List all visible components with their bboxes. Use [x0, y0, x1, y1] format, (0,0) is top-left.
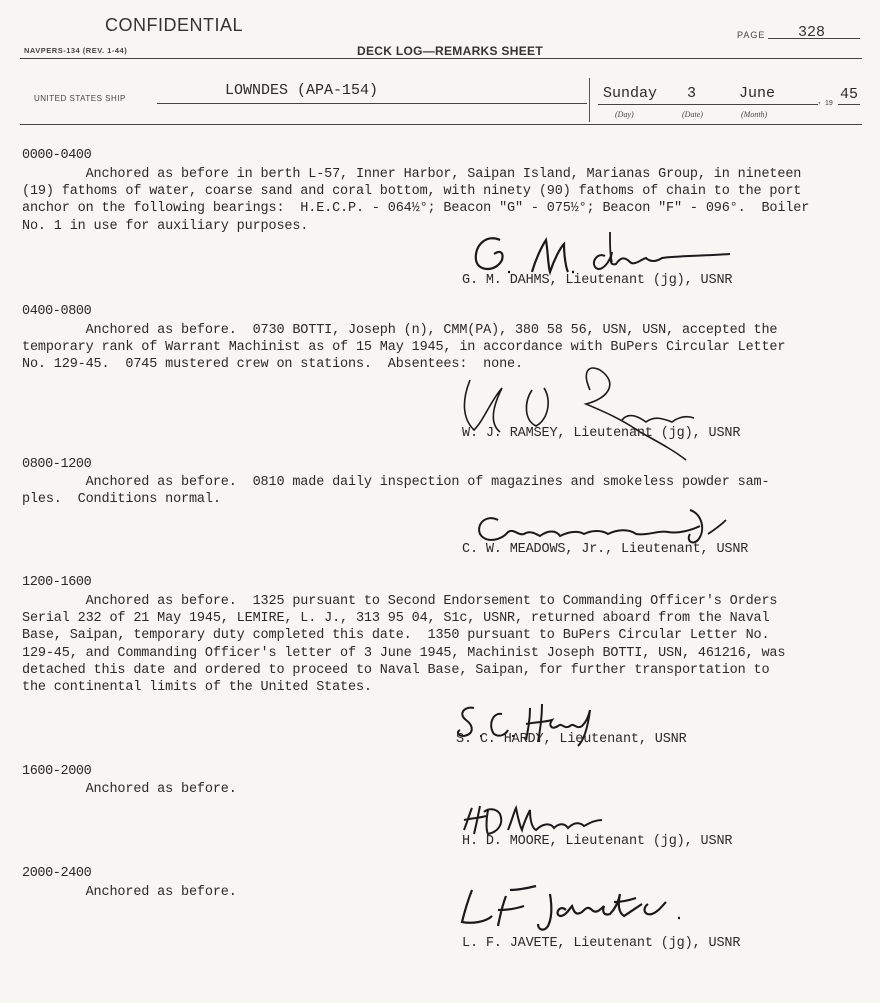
header-divider-top	[20, 58, 862, 59]
watch-time: 0800-1200	[22, 457, 92, 472]
remarks-line: Anchored as before. 0730 BOTTI, Joseph (n), CMM(PA), 380 58 56, USN, USN, accepted the	[22, 323, 778, 338]
watch-remarks	[22, 781, 857, 798]
header-divider-bottom	[20, 124, 862, 125]
remarks-line: (19) fathoms of water, coarse sand and coral bottom, with ninety (90) fathoms of chain to the port	[22, 184, 802, 200]
ship-label: UNITED STATES SHIP	[34, 94, 126, 103]
watch-time: 0400-0800	[22, 304, 92, 319]
remarks-line: Serial 232 of 21 May 1945, LEMIRE, L. J., 313 95 04, S1c, USNR, returned aboard from the Naval	[22, 611, 770, 627]
remarks-line: Anchored as before. 0810 made daily inspection of magazines and smokeless powder sam-	[22, 475, 770, 490]
ship-name-line	[157, 103, 587, 104]
month-caption: (Month)	[741, 110, 768, 119]
form-number: NAVPERS-134 (REV. 1-44)	[24, 46, 128, 55]
remarks-line: 129-45, and Commanding Officer's letter of 3 June 1945, Machinist Joseph BOTTI, USN, 461216, was	[22, 645, 786, 661]
watch-time: 2000-2400	[22, 866, 92, 881]
remarks-line: anchor on the following bearings: H.E.C.P. - 064½°; Beacon "G" - 075½°; Beacon "F" - 096°. Boiler	[22, 201, 810, 217]
year-comma: ,	[818, 95, 821, 105]
signature-name: W. J. RAMSEY, Lieutenant (jg), USNR	[462, 426, 741, 441]
signature-name: G. M. DAHMS, Lieutenant (jg), USNR	[462, 273, 733, 288]
watch-remarks	[22, 593, 857, 696]
signature-name: S. C. HARDY, Lieutenant, USNR	[456, 732, 687, 747]
log-year: 45	[840, 86, 859, 103]
ship-name: LOWNDES (APA-154)	[225, 82, 379, 99]
remarks-line: Anchored as before.	[22, 782, 237, 797]
handwritten-signature	[440, 360, 700, 465]
form-title: DECK LOG—REMARKS SHEET	[357, 44, 543, 58]
classification-marking: CONFIDENTIAL	[105, 15, 244, 35]
remarks-line: Anchored as before. 1325 pursuant to Second Endorsement to Commanding Officer's Orders	[22, 594, 778, 609]
remarks-line: Base, Saipan, temporary duty completed this date. 1350 pursuant to BuPers Circular Letter No.	[22, 628, 770, 644]
remarks-line: the continental limits of the United States.	[22, 680, 372, 696]
watch-remarks	[22, 884, 857, 901]
log-date: 3	[687, 85, 697, 102]
signature-name: H. D. MOORE, Lieutenant (jg), USNR	[462, 834, 733, 849]
remarks-line: Anchored as before in berth L-57, Inner Harbor, Saipan Island, Marianas Group, in nineteen	[22, 167, 802, 182]
header-separator	[589, 78, 590, 122]
watch-time: 0000-0400	[22, 148, 92, 163]
signature-name: L. F. JAVETE, Lieutenant (jg), USNR	[462, 936, 741, 951]
remarks-line: Anchored as before.	[22, 885, 237, 900]
log-day: Sunday	[603, 85, 658, 102]
page-label: PAGE	[737, 30, 766, 40]
year-prefix: 19	[825, 100, 833, 107]
date-caption: (Date)	[682, 110, 703, 119]
watch-time: 1200-1600	[22, 575, 92, 590]
remarks-line: detached this date and ordered to proceed to Naval Base, Saipan, for further transportation to	[22, 662, 770, 678]
page-number: 328	[798, 24, 826, 41]
date-line	[598, 104, 818, 105]
remarks-line: temporary rank of Warrant Machinist as of 15 May 1945, in accordance with BuPers Circular Letter	[22, 340, 786, 356]
remarks-line: ples. Conditions normal.	[22, 492, 221, 508]
remarks-line: No. 1 in use for auxiliary purposes.	[22, 218, 309, 234]
watch-time: 1600-2000	[22, 764, 92, 779]
log-month: June	[739, 85, 776, 102]
year-line	[838, 104, 860, 105]
handwritten-signature	[452, 880, 692, 940]
day-caption: (Day)	[615, 110, 634, 119]
signature-name: C. W. MEADOWS, Jr., Lieutenant, USNR	[462, 542, 749, 557]
remarks-line: No. 129-45. 0745 mustered crew on stations. Absentees: none.	[22, 357, 523, 373]
